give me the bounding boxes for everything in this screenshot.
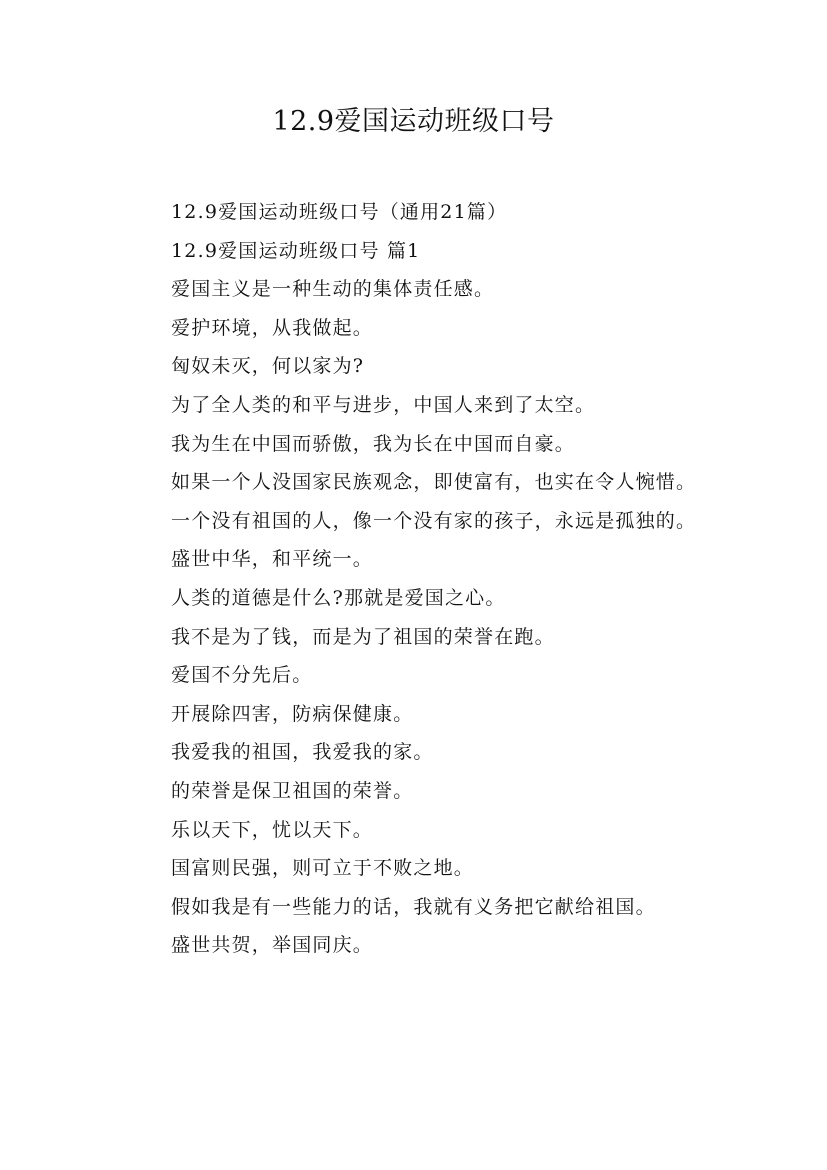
paragraph: 12.9爱国运动班级口号（通用21篇） xyxy=(171,201,508,223)
paragraph: 人类的道德是什么?那就是爱国之心。 xyxy=(171,586,506,609)
paragraph: 为了全人类的和平与进步，中国人来到了太空。 xyxy=(171,393,596,416)
paragraph: 我为生在中国而骄傲，我为长在中国而自豪。 xyxy=(171,432,576,455)
paragraph: 盛世中华，和平统一。 xyxy=(171,548,374,571)
paragraph: 爱国不分先后。 xyxy=(171,664,313,687)
document-body xyxy=(126,193,706,965)
paragraph: 匈奴未灭，何以家为? xyxy=(171,355,365,378)
paragraph: 一个没有祖国的人，像一个没有家的孩子，永远是孤独的。 xyxy=(171,509,697,532)
paragraph: 爱国主义是一种生动的集体责任感。 xyxy=(171,278,495,301)
paragraph: 国富则民强，则可立于不败之地。 xyxy=(171,857,475,880)
paragraph: 开展除四害，防病保健康。 xyxy=(171,702,414,725)
paragraph: 我爱我的祖国，我爱我的家。 xyxy=(171,741,434,764)
paragraph: 如果一个人没国家民族观念，即使富有，也实在令人惋惜。 xyxy=(171,471,697,494)
paragraph: 乐以天下，忧以天下。 xyxy=(171,818,374,841)
paragraph: 盛世共贺，举国同庆。 xyxy=(171,934,374,957)
paragraph: 爱护环境，从我做起。 xyxy=(171,316,374,339)
paragraph: 我不是为了钱，而是为了祖国的荣誉在跑。 xyxy=(171,625,555,648)
paragraph: 假如我是有一些能力的话，我就有义务把它献给祖国。 xyxy=(171,895,656,918)
paragraph: 12.9爱国运动班级口号 篇1 xyxy=(171,239,421,262)
document-title: 12.9爱国运动班级口号 xyxy=(272,106,555,137)
paragraph: 的荣誉是保卫祖国的荣誉。 xyxy=(171,779,414,802)
